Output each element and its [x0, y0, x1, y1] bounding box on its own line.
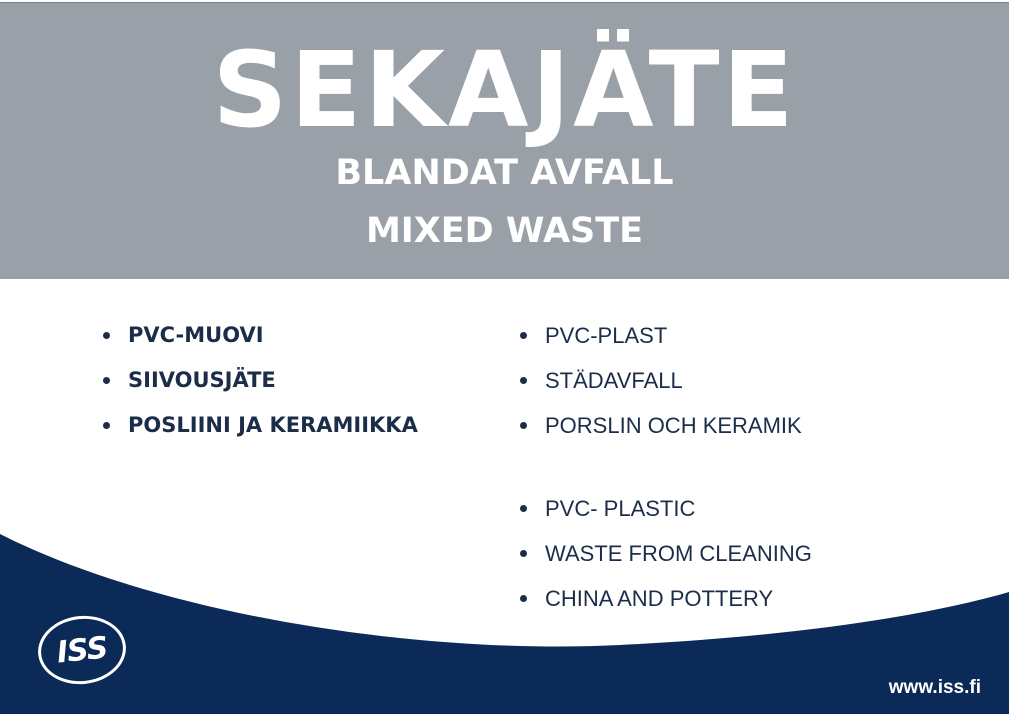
footer-wave — [0, 520, 1009, 714]
list-item: PVC- PLASTIC — [517, 486, 812, 531]
list-item: CHINA AND POTTERY — [517, 576, 812, 621]
website-url[interactable]: www.iss.fi — [888, 677, 981, 698]
list-item: POSLIINI JA KERAMIIKKA — [100, 403, 418, 448]
list-item: WASTE FROM CLEANING — [517, 531, 812, 576]
subtitle-english: MIXED WASTE — [365, 211, 644, 251]
list-item: SIIVOUSJÄTE — [100, 358, 418, 403]
list-item: PVC-MUOVI — [100, 313, 418, 358]
finnish-list — [100, 313, 418, 448]
list-item: STÄDAVFALL — [517, 358, 802, 403]
list-item: PVC-PLAST — [517, 313, 802, 358]
header-banner — [0, 2, 1009, 279]
subtitle-swedish: BLANDAT AVFALL — [335, 153, 674, 193]
title-finnish: SEKAJÄTE — [212, 29, 797, 151]
swedish-list — [517, 313, 802, 448]
logo-text: ISS — [55, 629, 109, 671]
list-item: PORSLIN OCH KERAMIK — [517, 403, 802, 448]
wave-shape — [0, 534, 1009, 714]
